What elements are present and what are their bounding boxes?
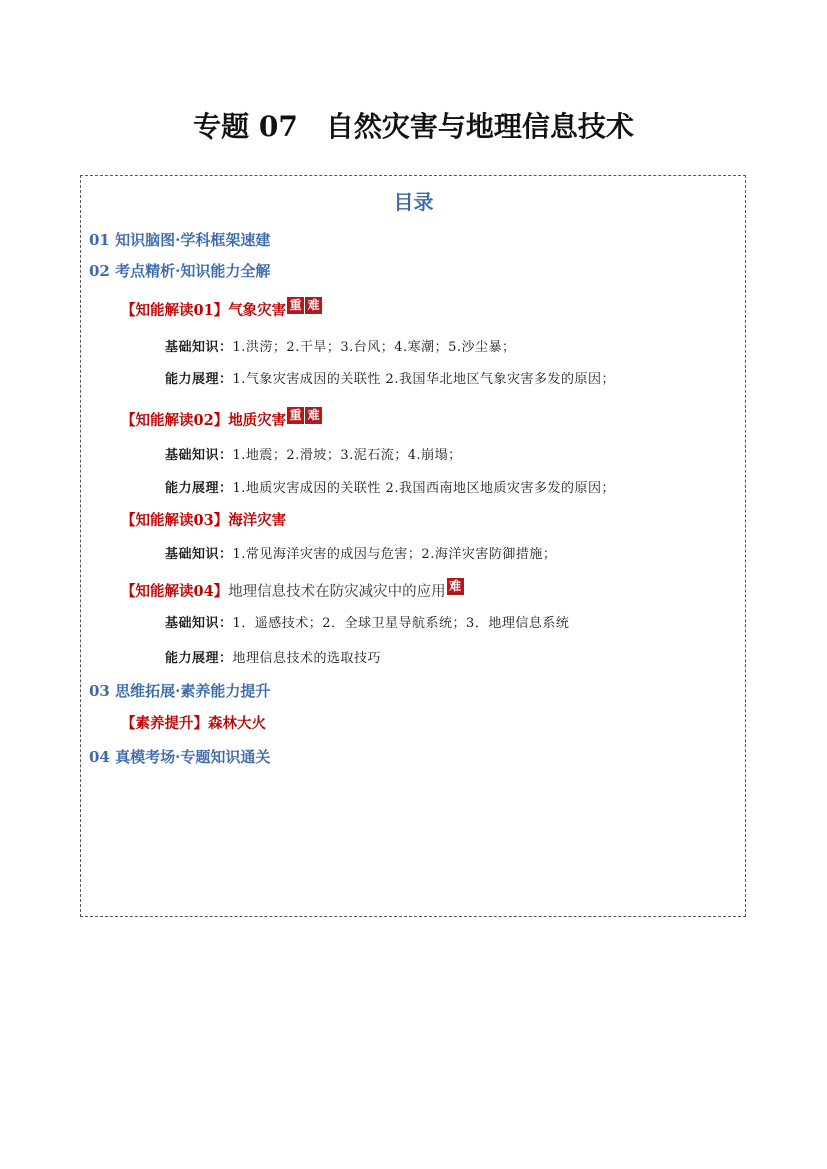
basic-content: 1.常见海洋灾害的成因与危害；2.海洋灾害防御措施； bbox=[232, 547, 557, 562]
ability-label: 能力展理： bbox=[165, 481, 233, 496]
literacy-tag: 【素养提升】 bbox=[121, 715, 208, 732]
ability-content: 1.气象灾害成因的关联性 2.我国华北地区气象灾害多发的原因； bbox=[232, 372, 615, 387]
toc-section-03: 03 思维拓展·素养能力提升 bbox=[89, 682, 271, 700]
toc-literacy bbox=[121, 714, 266, 734]
toc-module-04 bbox=[121, 578, 464, 602]
ability-content: 地理信息技术的选取技巧 bbox=[232, 651, 382, 666]
toc-module-01 bbox=[121, 297, 322, 321]
toc-module-03 bbox=[121, 511, 286, 531]
basic-label: 基础知识： bbox=[165, 340, 233, 355]
module-name: 海洋灾害 bbox=[228, 512, 287, 529]
basic-content: 1．遥感技术；2．全球卫星导航系统；3．地理信息系统 bbox=[232, 616, 570, 631]
toc-section-04: 04 真模考场·专题知识通关 bbox=[89, 748, 271, 766]
basic-label: 基础知识： bbox=[165, 547, 233, 562]
ability-content: 1.地质灾害成因的关联性 2.我国西南地区地质灾害多发的原因； bbox=[232, 481, 615, 496]
basic-label: 基础知识： bbox=[165, 448, 233, 463]
module-tag: 【知能解读04】 bbox=[121, 583, 229, 600]
key-point-badge: 重 bbox=[287, 407, 304, 424]
module-name: 地理信息技术在防灾减灾中的应用 bbox=[228, 584, 446, 600]
module-04-basic bbox=[165, 614, 569, 634]
module-tag: 【知能解读02】 bbox=[121, 412, 229, 429]
module-name: 地质灾害 bbox=[228, 412, 287, 429]
key-point-badge: 重 bbox=[287, 297, 304, 314]
toc-section-02: 02 考点精析·知识能力全解 bbox=[89, 262, 271, 280]
module-03-basic bbox=[165, 545, 556, 565]
module-tag: 【知能解读03】 bbox=[121, 512, 229, 529]
page-title: 专题 07 自然灾害与地理信息技术 bbox=[193, 110, 634, 143]
toc-section-01: 01 知识脑图·学科框架速建 bbox=[89, 231, 271, 249]
ability-label: 能力展理： bbox=[165, 372, 233, 387]
module-name: 气象灾害 bbox=[228, 302, 287, 319]
basic-content: 1.地震；2.滑坡；3.泥石流；4.崩塌； bbox=[232, 448, 462, 463]
toc-heading: 目录 bbox=[393, 190, 434, 214]
toc-module-02 bbox=[121, 407, 322, 431]
basic-content: 1.洪涝；2.干旱；3.台风；4.寒潮；5.沙尘暴； bbox=[232, 340, 516, 355]
literacy-name: 森林大火 bbox=[208, 715, 266, 732]
ability-label: 能力展理： bbox=[165, 651, 233, 666]
difficulty-badge: 难 bbox=[305, 407, 322, 424]
module-tag: 【知能解读01】 bbox=[121, 302, 229, 319]
module-01-ability bbox=[165, 370, 615, 390]
difficulty-badge: 难 bbox=[447, 578, 464, 595]
basic-label: 基础知识： bbox=[165, 616, 233, 631]
module-02-ability bbox=[165, 479, 615, 499]
module-04-ability bbox=[165, 649, 381, 669]
module-02-basic bbox=[165, 446, 462, 466]
difficulty-badge: 难 bbox=[305, 297, 322, 314]
module-01-basic bbox=[165, 338, 516, 358]
